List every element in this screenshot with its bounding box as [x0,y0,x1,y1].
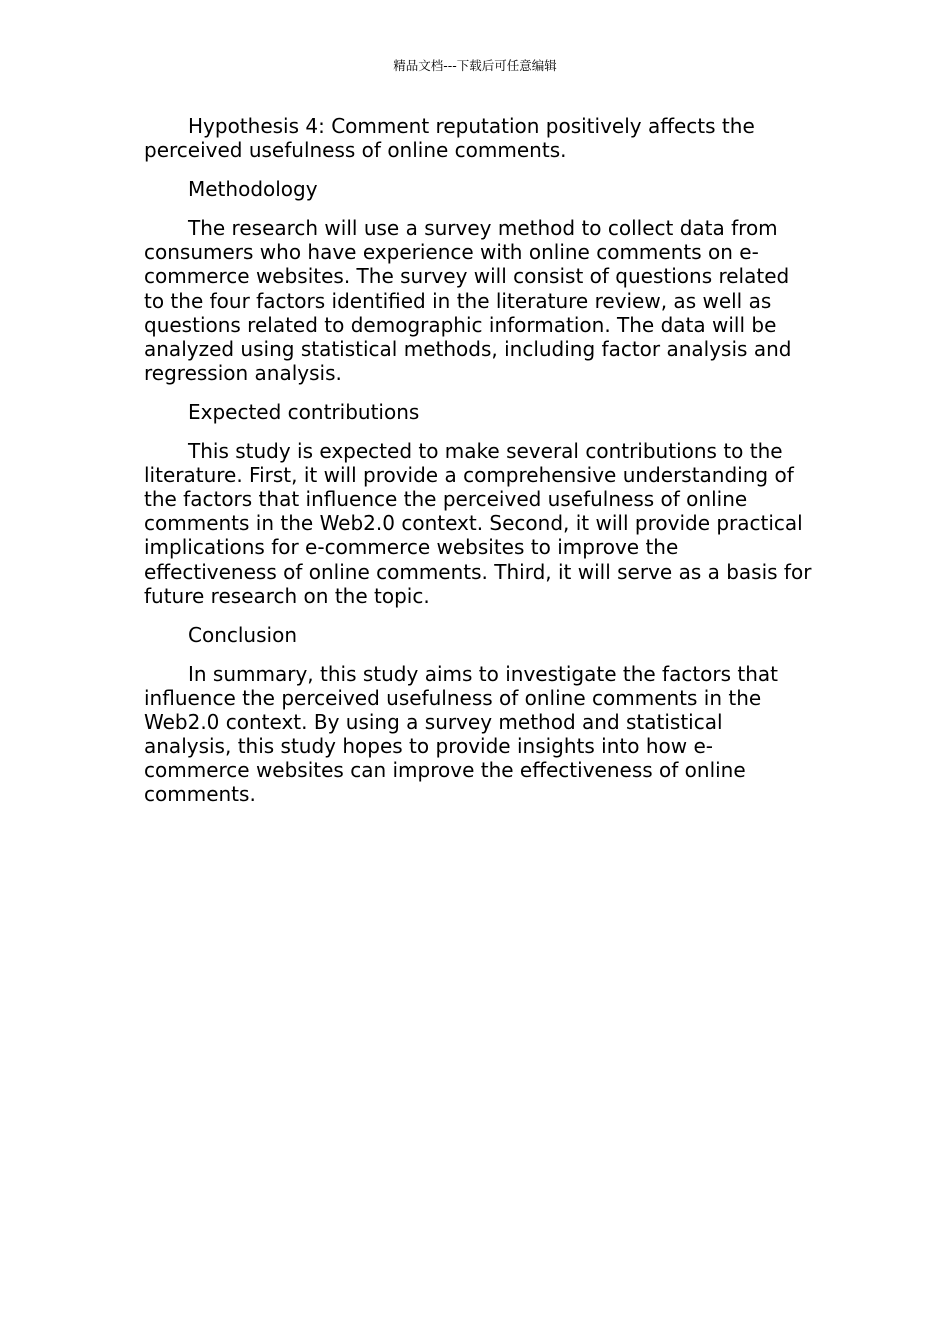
conclusion-paragraph: In summary, this study aims to investigate the factors that influence the perceived usefulness of online comments in the Web2.0 context. By using a survey method and statistical analysis, this study hopes to provide insights into how e-commerce websites can improve the effectiveness of online comments. [144,661,779,807]
methodology-paragraph: The research will use a survey method to collect data from consumers who have experience with online comments on e-commerce websites. The survey will consist of questions related to the four factors identified in the literature review, as well as questions related to demographic information. The data will be analyzed using statistical methods, including factor analysis and regression analysis. [144,216,792,385]
page-header: 精品文档---下载后可任意编辑 [393,58,557,73]
contributions-paragraph: This study is expected to make several contributions to the literature. First, it will provide a comprehensive understanding of the factors that influence the perceived usefulness of online comments in the Web2.0 context. Second, it will provide practical implications for e-commerce websites to improve the effectiveness of online comments. Third, it will serve as a basis for future research on the topic. [144,439,812,608]
methodology-heading: Methodology [188,177,318,202]
document-body [144,114,812,821]
hypothesis-4-paragraph: Hypothesis 4: Comment reputation positively affects the perceived usefulness of online comments. [144,114,755,163]
conclusion-heading: Conclusion [188,622,297,647]
contributions-heading: Expected contributions [188,399,420,424]
